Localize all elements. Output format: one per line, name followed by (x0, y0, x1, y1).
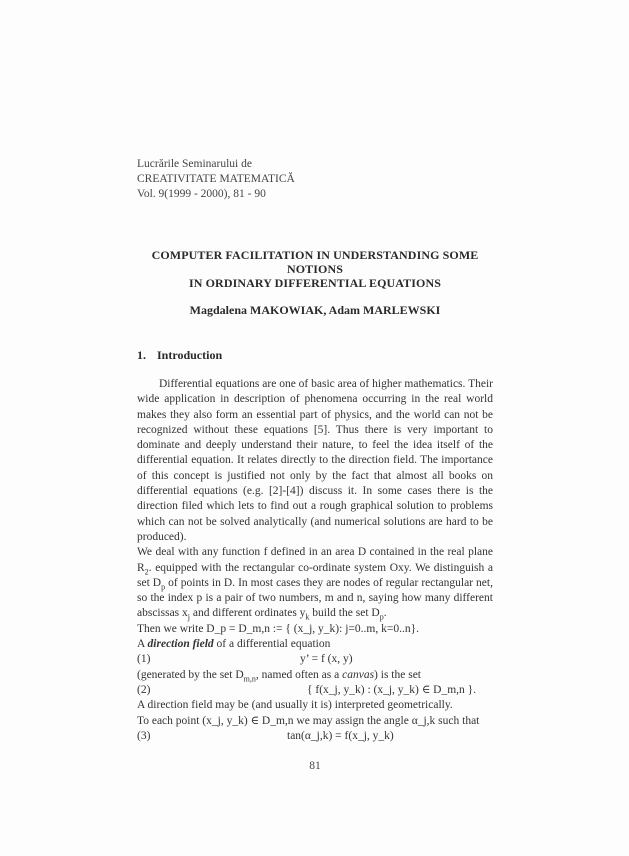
subscript: 2 (144, 566, 149, 576)
text-segment: A (137, 638, 148, 651)
equation-label: (1) (137, 653, 151, 666)
equation-expression: y’ = f (x, y) (300, 653, 353, 666)
title-line-2: NOTIONS (286, 262, 344, 276)
equation-3 (137, 729, 493, 744)
term-canvas: canvas (342, 668, 375, 681)
line-generated (137, 668, 493, 683)
equation-expression: tan(α_j,k) = f(x_j, y_k) (287, 729, 394, 742)
journal-line-2: CREATIVITATE MATEMATICĂ (137, 173, 295, 185)
paper-title (137, 248, 493, 290)
text-segment: , named often as a (255, 668, 343, 681)
text-segment: . (383, 607, 387, 620)
journal-line-1: Lucrările Seminarului de (137, 158, 252, 170)
journal-header (137, 157, 295, 202)
subscript: p (379, 612, 384, 622)
text-segment: of points in D. In most cases they are nodes of regular rectangular net, so the index p is a pair of two numbers, m and n, saying how many different abscissas x (137, 576, 493, 620)
equation-expression: { f(x_j, y_k) : (x_j, y_k) ∈ D_m,n }. (307, 683, 477, 696)
text-segment: . equipped with the rectangular co-ordinate system Oxy. We distinguish a set D (137, 561, 493, 589)
title-line-3: IN ORDINARY DIFFERENTIAL EQUATIONS (188, 276, 441, 290)
equation-1 (137, 652, 493, 667)
subscript: p (161, 582, 166, 592)
text-segment: of a differential equation (213, 638, 331, 651)
section-title: Introduction (157, 348, 223, 362)
journal-line-3: Vol. 9(1999 - 2000), 81 - 90 (137, 188, 266, 200)
line-each-point: To each point (x_j, y_k) ∈ D_m,n we may assign the angle α_j,k such that (137, 714, 480, 727)
text-segment: We deal with any function f defined in an area D contained in the real plane R (137, 546, 493, 574)
paragraph-function (137, 545, 493, 621)
subscript: k (305, 612, 310, 622)
paper-authors: Magdalena MAKOWIAK, Adam MARLEWSKI (189, 303, 441, 317)
text-segment: build the set D (309, 607, 380, 620)
subscript: m,n (243, 673, 256, 683)
paragraph-intro: Differential equations are one of basic area of higher mathematics. Their wide application in description of phenomena occurring in the real world makes they also form an essential part of physics, and the world can not be recognized without these equations [5]. Thus there is very important to dominate and deeply understand their nature, to feel the idea itself of the differential equation. It relates directly to the direction field. The importance of this concept is justified not only by the fact that almost all books on differential equations (e.g. [2]-[4]) discuss it. In some cases there is the direction filed which lets to find out a rough graphical solution to problems which can not be solved analytically (and numerical solutions are hard to be produced). (137, 378, 493, 543)
equation-label: (2) (137, 683, 151, 696)
text-segment: (generated by the set D (137, 668, 244, 681)
paragraph-geometric: A direction field may be (and usually it is) interpreted geometrically. (137, 699, 453, 712)
text-segment: and different ordinates y (190, 607, 306, 620)
equation-label: (3) (137, 729, 151, 742)
term-direction-field: direction field (147, 638, 214, 651)
section-number: 1. (137, 348, 146, 362)
text-segment: ) is the set (374, 668, 421, 681)
line-then-we-write: Then we write D_p = D_m,n := { (x_j, y_k): j=0..m, k=0..n}. (137, 622, 419, 635)
line-direction-field (137, 637, 493, 652)
title-line-1: COMPUTER FACILITATION IN UNDERSTANDING SOME (151, 248, 479, 262)
page-number: 81 (309, 760, 321, 772)
equation-2 (137, 683, 493, 698)
subscript: j (187, 612, 191, 622)
body-text (137, 377, 493, 744)
section-heading (137, 348, 222, 363)
